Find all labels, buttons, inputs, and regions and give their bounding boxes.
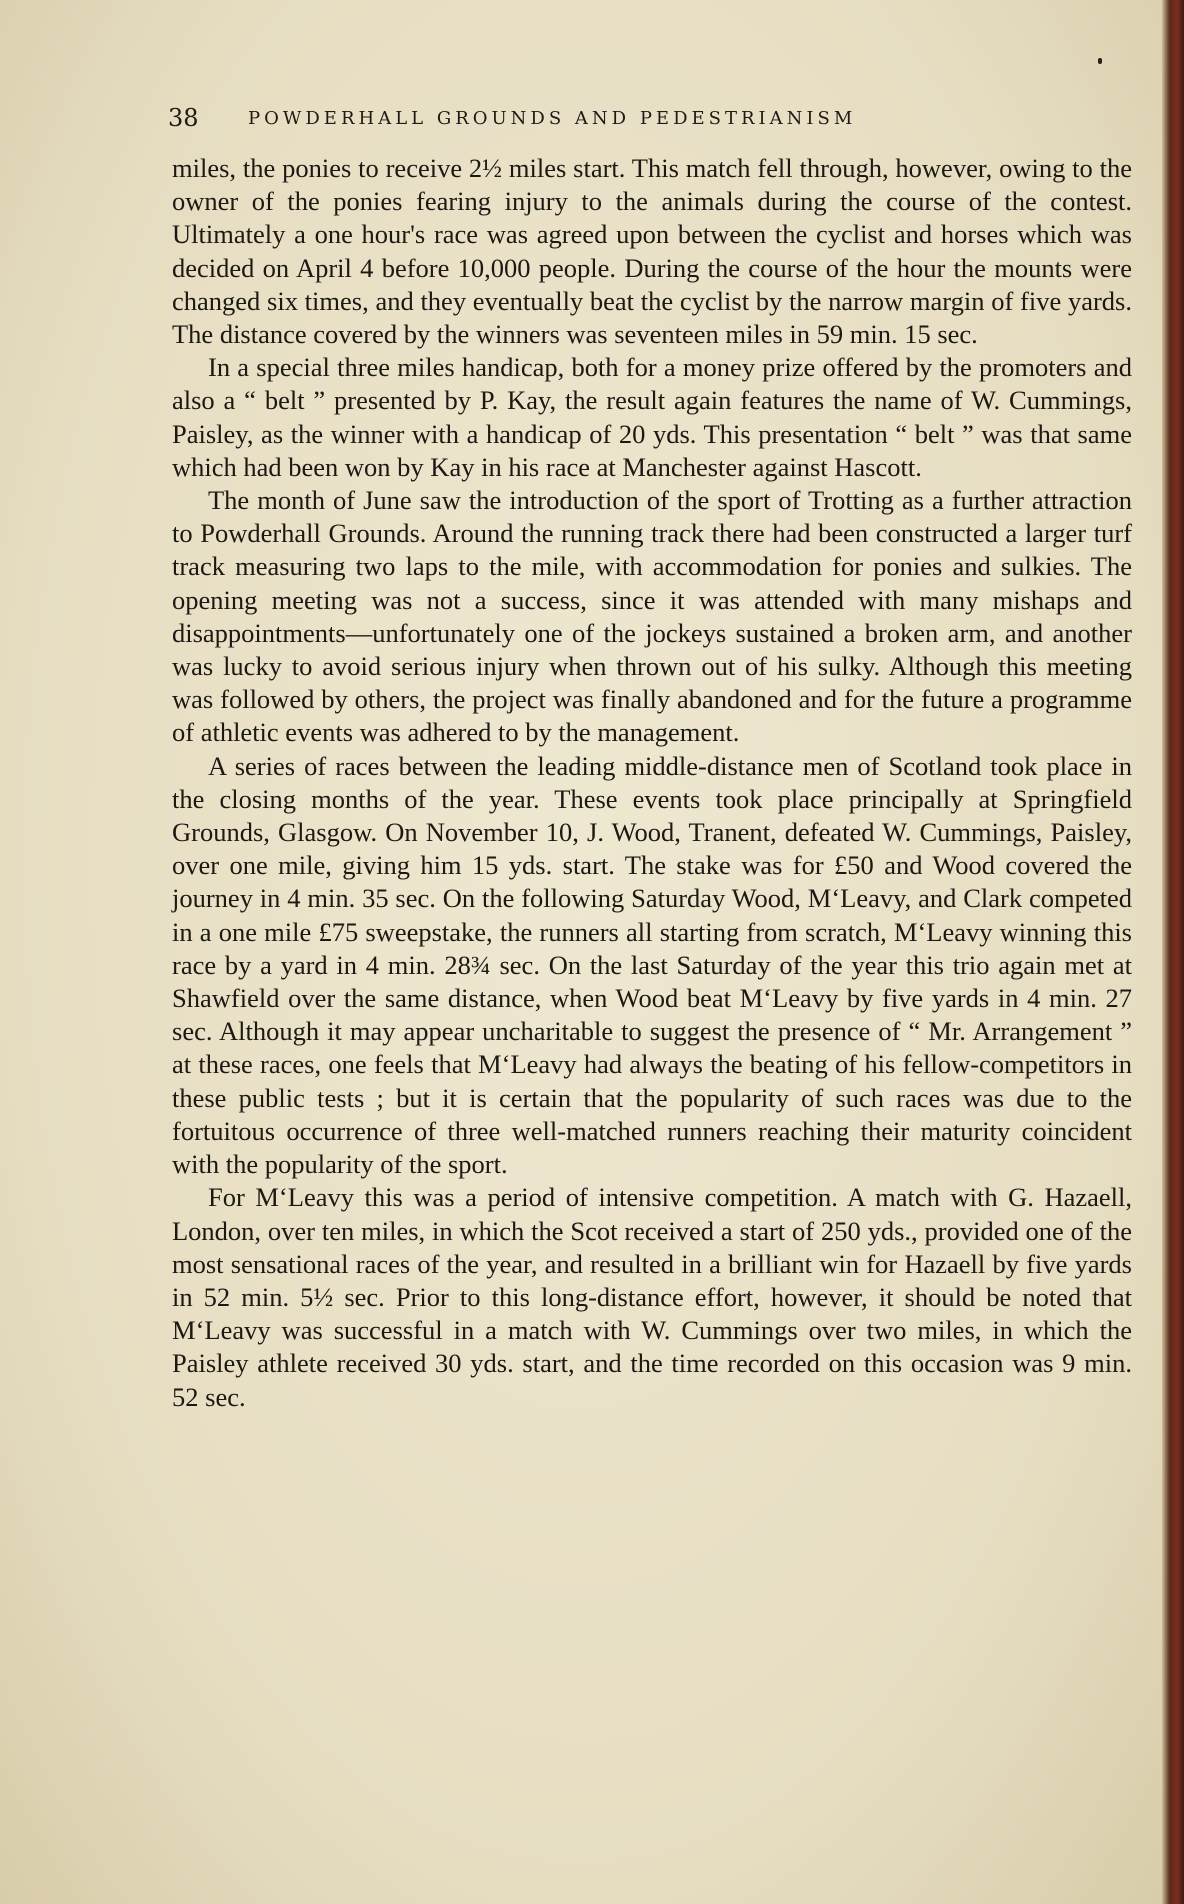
paragraph-1: miles, the ponies to receive 2½ miles start. This match fell through, however, owing to the owner of the ponies fearing injury to the animals during the course of the contest. Ultimately a one hour's race was agreed upon between the cyclist and horses which was decided on April 4 before 10,000 people. During the course of the hour the mounts were changed six times, and they eventually beat the cyclist by the narrow margin of five yards. The distance covered by the winners was seventeen miles in 59 min. 15 sec. xyxy=(172,153,1132,350)
page-header xyxy=(168,104,1018,132)
body-text xyxy=(172,152,1132,1414)
book-binding-edge xyxy=(1162,0,1184,1904)
paragraph-3: The month of June saw the introduction of the sport of Trotting as a further attraction to Powderhall Grounds. Around the running track there had been constructed a larger turf track measuring two laps to the mile, with accommodation for ponies and sulkies. The opening meeting was not a success, since it was attended with many mishaps and disappointments—unfortunately one of the jockeys sustained a broken arm, and another was lucky to avoid serious injury when thrown out of his sulky. Although this meeting was followed by others, the project was finally abandoned and for the future a programme of athletic events was adhered to by the management. xyxy=(172,485,1132,748)
paragraph-5: For M‘Leavy this was a period of intensive competition. A match with G. Hazaell, London, over ten miles, in which the Scot received a start of 250 yds., provided one of the most sensational races of the year, and resulted in a brilliant win for Hazaell by five yards in 52 min. 5½ sec. Prior to this long-distance effort, however, it should be noted that M‘Leavy was successful in a match with W. Cummings over two miles, in which the Paisley athlete received 30 yds. start, and the time recorded on this occasion was 9 min. 52 sec. xyxy=(172,1182,1132,1412)
paragraph-4: A series of races between the leading middle-distance men of Scotland took place in the closing months of the year. These events took place principally at Springfield Grounds, Glasgow. On November 10, J. Wood, Tranent, defeated W. Cummings, Paisley, over one mile, giving him 15 yds. start. The stake was for £50 and Wood covered the journey in 4 min. 35 sec. On the following Saturday Wood, M‘Leavy, and Clark competed in a one mile £75 sweepstake, the runners all starting from scratch, M‘Leavy winning this race by a yard in 4 min. 28¾ sec. On the last Saturday of the year this trio again met at Shawfield over the same distance, when Wood beat M‘Leavy by five yards in 4 min. 27 sec. Although it may appear uncharitable to suggest the presence of “ Mr. Arrangement ” at these races, one feels that M‘Leavy had always the beating of his fellow-competitors in these public tests ; but it is certain that the popularity of such races was due to the fortuitous occurrence of three well-matched runners reaching their maturity coincident with the popularity of the sport. xyxy=(172,750,1132,1180)
running-head: POWDERHALL GROUNDS AND PEDESTRIANISM xyxy=(248,108,857,129)
ink-speck xyxy=(1098,58,1102,64)
paragraph-2: In a special three miles handicap, both for a money prize offered by the promoters and also a “ belt ” presented by P. Kay, the result again features the name of W. Cummings, Paisley, as the winner with a handicap of 20 yds. This presentation “ belt ” was that same which had been won by Kay in his race at Manchester against Hascott. xyxy=(172,352,1132,482)
page-number: 38 xyxy=(168,104,199,132)
